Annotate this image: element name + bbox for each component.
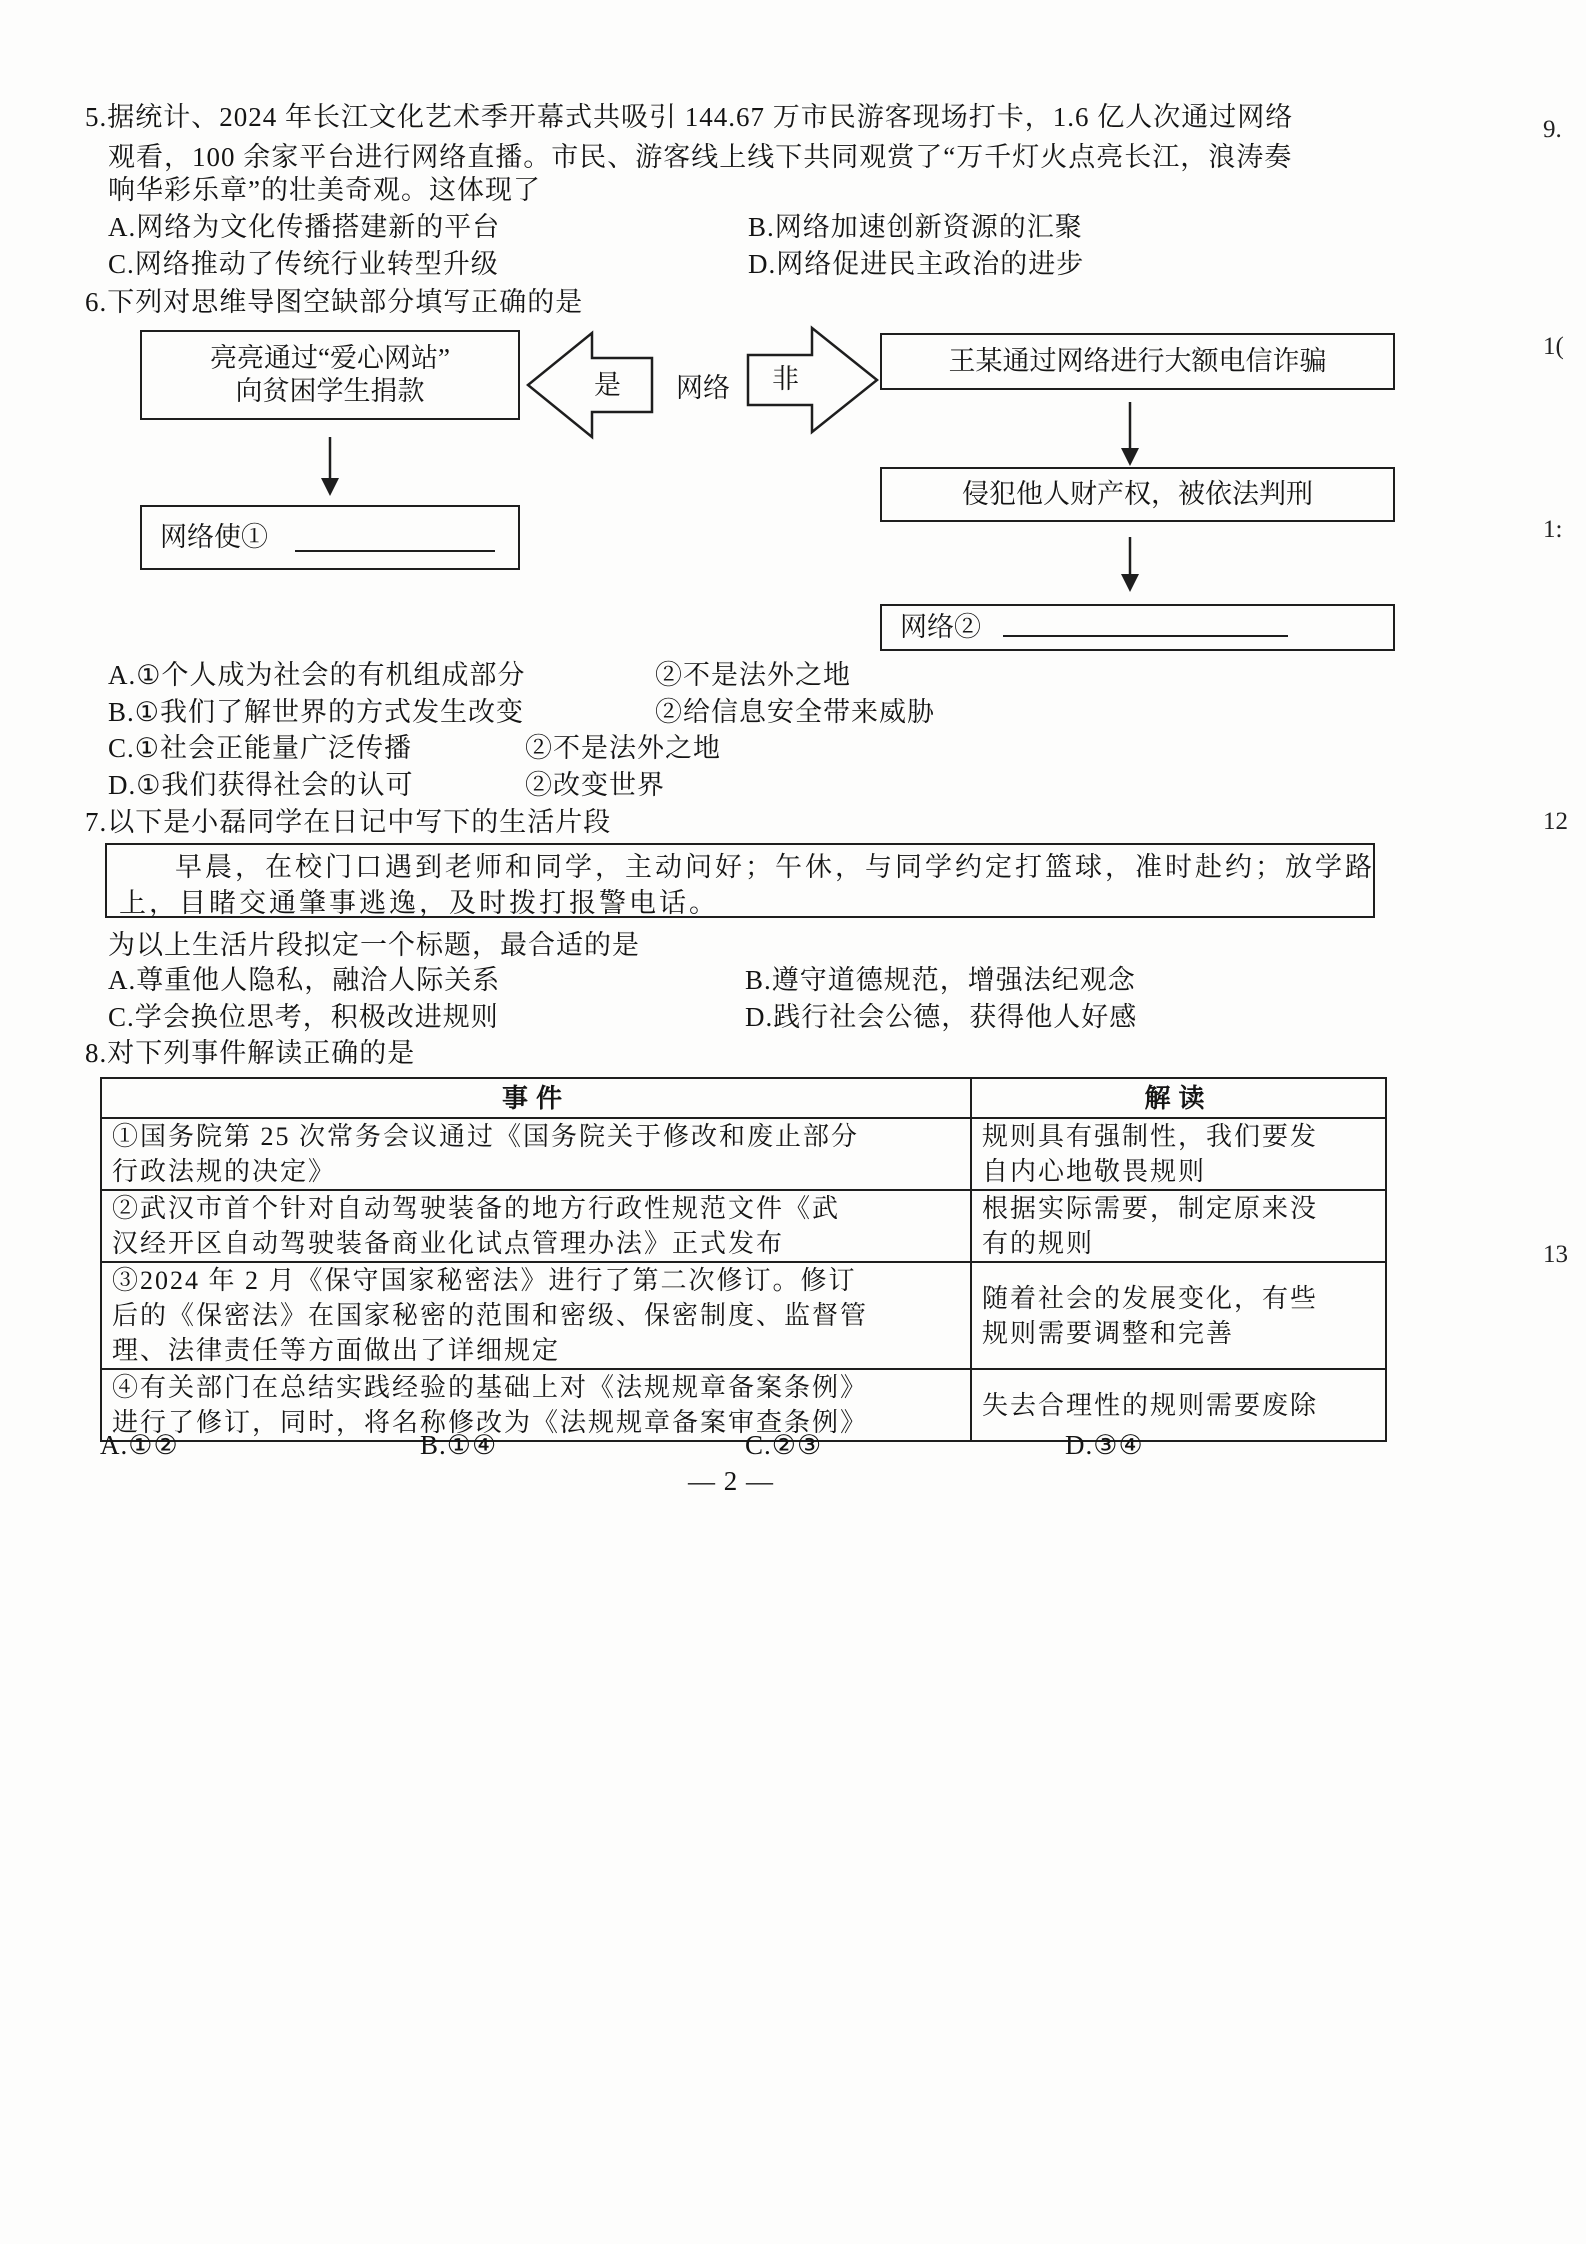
q8-option-a: A.①② [100, 1430, 179, 1460]
mind-map-right-top-box [880, 333, 1395, 390]
q6-option-a-first: A.①个人成为社会的有机组成部分 [108, 660, 526, 690]
event-line: ①国务院第 25 次常务会议通过《国务院关于修改和废止部分 [112, 1122, 860, 1151]
q5-option-c: C.网络推动了传统行业转型升级 [108, 249, 499, 279]
no-arrow-right-icon [748, 328, 877, 432]
interpretation-cell [971, 1262, 1386, 1369]
yes-arrow-label: 是 [594, 370, 621, 400]
right-top-box-text: 王某通过网络进行大额电信诈骗 [948, 346, 1327, 376]
right-mid-box-text: 侵犯他人财产权，被依法判刑 [962, 479, 1313, 509]
down-arrow-icon [1121, 402, 1139, 466]
event-line: 后的《保密法》在国家秘密的范围和密级、保密制度、监督管 [112, 1301, 869, 1330]
down-arrow-icon [321, 437, 339, 496]
margin-question-number: 1( [1543, 333, 1564, 360]
table-header-row [101, 1078, 1386, 1118]
interpretation-line: 规则具有强制性，我们要发 [982, 1122, 1319, 1151]
mind-map-right-mid-box [880, 467, 1395, 522]
table-row [101, 1369, 1386, 1441]
table-row [101, 1262, 1386, 1369]
q6-option-b-first: B.①我们了解世界的方式发生改变 [108, 697, 524, 727]
yes-arrow-left-icon [528, 333, 652, 437]
no-arrow-label: 非 [772, 364, 799, 394]
event-cell [101, 1190, 971, 1262]
event-cell [101, 1369, 971, 1441]
q6-option-c-first: C.①社会正能量广泛传播 [108, 733, 412, 763]
down-arrow-icon [1121, 537, 1139, 592]
q6-option-d-second: ②改变世界 [525, 770, 665, 800]
mind-map-right-bottom-box [880, 604, 1395, 651]
interpretation-line: 根据实际需要，制定原来没 [982, 1194, 1319, 1223]
event-cell [101, 1262, 971, 1369]
interpretation-line: 随着社会的发展变化，有些 [982, 1283, 1319, 1313]
margin-question-number: 13 [1543, 1241, 1568, 1268]
q5-option-a: A.网络为文化传播搭建新的平台 [108, 212, 501, 242]
right-bottom-box-text: 网络② [900, 612, 981, 642]
interpretation-line: 规则需要调整和完善 [982, 1318, 1235, 1348]
q6-option-d-first: D.①我们获得社会的认可 [108, 770, 414, 800]
interpretation-line: 失去合理性的规则需要废除 [982, 1390, 1319, 1420]
event-line: ②武汉市首个针对自动驾驶装备的地方行政性规范文件《武 [112, 1194, 841, 1223]
q6-option-b-second: ②给信息安全带来威胁 [655, 697, 935, 727]
left-top-box-line: 亮亮通过“爱心网站” [210, 343, 450, 373]
q7-option-c: C.学会换位思考，积极改进规则 [108, 1002, 499, 1032]
left-bottom-box-text: 网络使① [160, 522, 268, 552]
event-line: 进行了修订，同时，将名称修改为《法规规章备案审查条例》 [112, 1408, 869, 1437]
mind-map-left-top-box [140, 330, 520, 420]
column-header-interpretation: 解读 [971, 1078, 1386, 1118]
interpretation-cell [971, 1190, 1386, 1262]
q8-option-b: B.①④ [420, 1430, 498, 1460]
q7-option-b: B.遵守道德规范，增强法纪观念 [745, 965, 1136, 995]
table-row [101, 1190, 1386, 1262]
q5-option-b: B.网络加速创新资源的汇聚 [748, 212, 1083, 242]
interpretation-cell [971, 1369, 1386, 1441]
margin-question-number: 1: [1543, 516, 1563, 543]
interpretation-cell [971, 1118, 1386, 1190]
mind-map-left-bottom-box [140, 505, 520, 570]
diary-excerpt-box [105, 843, 1375, 918]
q7-option-d: D.践行社会公德，获得他人好感 [745, 1002, 1138, 1032]
table-row [101, 1118, 1386, 1190]
q5-stem-line: 响华彩乐章”的壮美奇观。这体现了 [108, 175, 541, 205]
q6-option-a-second: ②不是法外之地 [655, 660, 851, 690]
event-line: 行政法规的决定》 [112, 1157, 337, 1186]
q6-option-c-second: ②不是法外之地 [525, 733, 721, 763]
margin-question-number: 9. [1543, 116, 1562, 143]
events-table [100, 1077, 1387, 1442]
q5-stem-line: 5.据统计、2024 年长江文化艺术季开幕式共吸引 144.67 万市民游客现场打卡，1.6 亿人次通过网络 [85, 102, 1294, 132]
diary-excerpt-line: 上，目睹交通肇事逃逸，及时拨打报警电话。 [119, 888, 719, 918]
page-number: — 2 — [688, 1466, 774, 1496]
event-cell [101, 1118, 971, 1190]
margin-question-number: 12 [1543, 808, 1568, 835]
q5-option-d: D.网络促进民主政治的进步 [748, 249, 1085, 279]
q5-stem-line: 观看，100 余家平台进行网络直播。市民、游客线上线下共同观赏了“万千灯火点亮长江，浪涛奏 [108, 142, 1293, 172]
q8-option-d: D.③④ [1065, 1430, 1144, 1460]
q8-stem: 8.对下列事件解读正确的是 [85, 1038, 416, 1068]
event-line: 理、法律责任等方面做出了详细规定 [112, 1336, 561, 1365]
diary-excerpt-line: 早晨，在校门口遇到老师和同学，主动问好；午休，与同学约定打篮球，准时赴约；放学路 [175, 852, 1375, 882]
q6-stem: 6.下列对思维导图空缺部分填写正确的是 [85, 287, 584, 317]
left-top-box-line: 向贫困学生捐款 [235, 376, 425, 406]
q7-option-a: A.尊重他人隐私，融洽人际关系 [108, 965, 501, 995]
q7-stem: 7.以下是小磊同学在日记中写下的生活片段 [85, 807, 612, 837]
q8-option-c: C.②③ [745, 1430, 823, 1460]
interpretation-line: 自内心地敬畏规则 [982, 1157, 1207, 1186]
center-label-network: 网络 [676, 373, 730, 403]
interpretation-line: 有的规则 [982, 1229, 1095, 1258]
column-header-event: 事件 [101, 1078, 971, 1118]
event-line: ③2024 年 2 月《保守国家秘密法》进行了第二次修订。修订 [112, 1266, 857, 1295]
q7-question: 为以上生活片段拟定一个标题，最合适的是 [108, 930, 640, 960]
event-line: ④有关部门在总结实践经验的基础上对《法规规章备案条例》 [112, 1373, 869, 1402]
event-line: 汉经开区自动驾驶装备商业化试点管理办法》正式发布 [112, 1229, 785, 1258]
